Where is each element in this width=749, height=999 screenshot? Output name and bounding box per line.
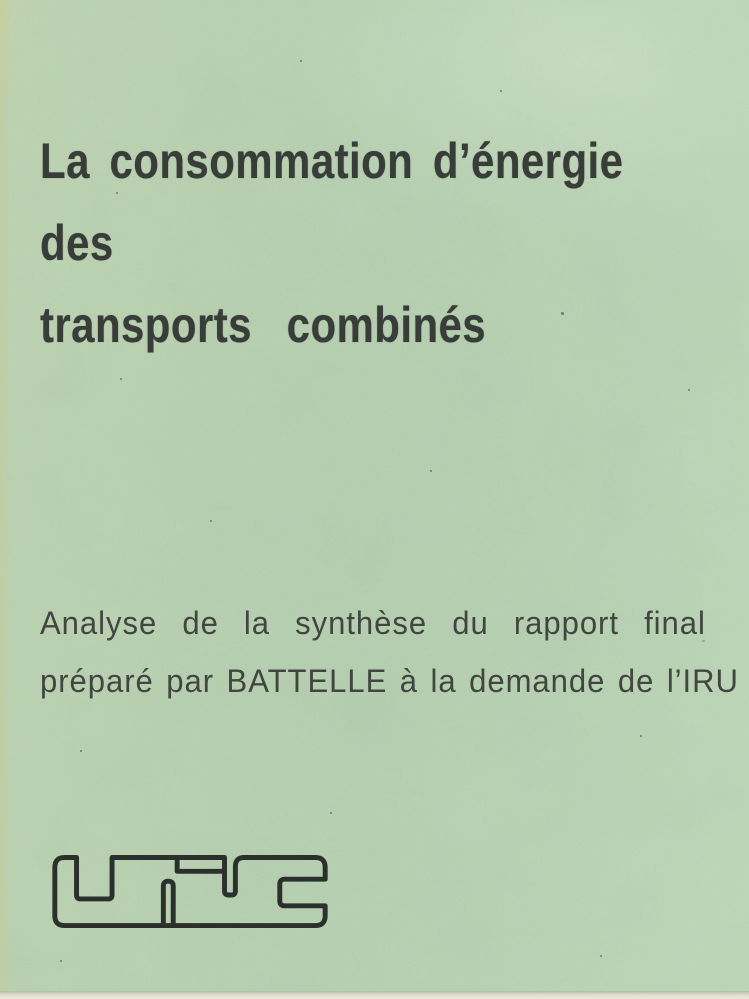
page-edge-bottom	[0, 991, 749, 999]
title-line-2: des	[40, 215, 114, 271]
page-edge-left	[0, 0, 10, 999]
subtitle-line-1: Analyse de la synthèse du rapport final	[40, 605, 706, 641]
title-line-1: La consommation d’énergie	[40, 133, 624, 189]
title-line-3: transports combinés	[40, 297, 487, 353]
cover-subtitle	[40, 594, 749, 710]
uic-logo	[42, 854, 338, 934]
cover-title	[40, 120, 735, 366]
subtitle-line-2: préparé par BATTELLE à la demande de l’IRU	[40, 663, 739, 699]
